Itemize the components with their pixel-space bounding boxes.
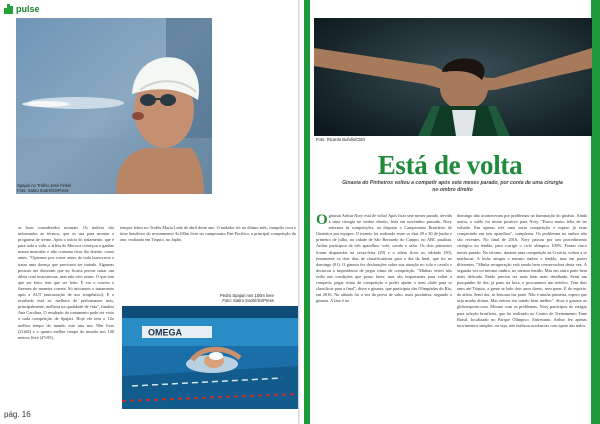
- left-column-2: [120, 225, 296, 243]
- swimmer-photo: [16, 18, 212, 194]
- photo2-credit-line: Pedro Spajari nos 100m livre: [220, 293, 274, 298]
- photo2-credit: [220, 293, 274, 303]
- right-col1-paragraph: [316, 213, 452, 304]
- photo1-credit-line: Spajari no Troféu José Finkel: [17, 183, 72, 188]
- pool-photo: [122, 306, 298, 409]
- right-col2-text: domingo não aconteceram por problemas na iluminação do ginásio. Ainda assim, o saldo foi muito positivo para Nory. "Estou muito feliz de ter voltado. Em apenas três uma outra competição e espero já estar competindo em seis aparelhos", completou. Os problemas no ombro não são recentes. No final de 2016, Nory passou por um procedimento cirúrgico no tendão, para corrigir o ciclo olímpico 100%. Foram cinco meses parado. No retorno, durante uma competição na Croácia, voltou a se machucar. A lesão atingiu o mesmo ombro e tendão, mas em partes diferentes. "Minha recuperação está sendo bem conservadora desta vez. A segunda vez no mesmo ombro, no mesmo tendão. Mas em outra parte bem mais delicada. Então precisa ser mais bem mais detalhada. Sentí um pouquinho de dor, já pano na hora, e procuramos um médico. Tem dois anos até Tóquio, a gente se lado dois anos direto, sem parar. É do esporte, do atleta. Sentí dor, se lesionar faz parte. Não é minha primeira, espero que seja minha última. Mas entrou em saindo bem melhor", disse o ginasta ao globoesporte.com. Mesmo com os problemas, Nory participou do estágio para seleção brasileira, que foi realizado no Centro de Treinamento Time Brasil, localizado no Parque Olímpico. Entretanto, Arthur fez apenas movimentos simples, ou seja, não realizou acrobacias com apoio das mãos.: [457, 213, 587, 328]
- right-col1-text: ginasta Arthur Nory está de volta! Após ficar sete meses parado, devido a uma cirurgia no ombro direito, feita em novembro passado, Nory retornou às competições, ao disputar o Campeonato Brasileiro de Ginástica por equipes. O torneio foi realizado entre os dias 29 e 30 de junho e primeiro de julho, na cidade de São Bernardo do Campo, no ABC paulista. Arthur participou de três aparelhos: solo, cavalo e salto. Os dois primeiros foram disputados na sexta-feira (29) e o atleta ficou no tablado (50), justamente os dois dias de classificatórias para o dia da final, que foi no domingo (01). O ginasta fez declarações sobre sua atuação no solo e cavalo e destacou a importância de pegar ritmo de competição. "Minhas séries não estão nas condições que posso fazer, mas são importantes para voltar a competir, pegar ritmo de competição e poder ajudar o meu clube para se classificar para a final", disse o ginasta, que participou das Olimpíadas do Rio, em 2016. No sábado foi a vez da prova de salto, mais produtiva, segundo o ginasta. A fase é no: [316, 213, 452, 304]
- article-title: Está de volta: [377, 150, 523, 180]
- gymnast-photo-credit: [316, 137, 365, 142]
- page-number: pág. 16: [4, 410, 31, 419]
- right-column-1: [316, 213, 452, 304]
- left-col1-text: as boas considerados normais. Os índices são informados ao técnico, que os usa para montar o programa de treino. Após o início do tratamento, que é para toda a vida, o atleta de Mococa começou a ganhar massa muscular e não costuma ficar tão doente, como antes. "Opiamos por correr antes de toda burocracia e tratar uma doença que precisava ser tratada. Algumas pessoas me disseram que eu ficaria provar tratar um átleta com testosterona, mas não veio assim. O que tem que ser feito, tem que ser feito. E era o correto e fizemos de maneira correta. Só iniciamos o tratamento após a AUT (autorização de uso terapêutico). E o resultado está aí: melhora de performance mas, principalmente, melhora na qualidade de vida", finaliza Ana Carolina. O resultado do tratamento pode ser visto a cada competição de Spajari. Hoje ele tem o 12o melhor tempo do mundo este ano nos 50m livre (21s82) e o quarto melhor tempo do mundo nos 100 metros livre (47s95),: [18, 225, 114, 340]
- pulse-logo-icon: [4, 4, 14, 14]
- gymnast-photo: [314, 18, 592, 136]
- omega-banner: OMEGA: [148, 327, 183, 338]
- brand: [4, 3, 40, 15]
- right-green-bar: [591, 0, 600, 424]
- photo2-credit-source: Foto: Satiro Sodré/SSPress: [222, 298, 274, 303]
- right-column-2: [457, 213, 587, 329]
- drop-cap: O: [316, 212, 328, 228]
- gymnast-credit-text: Foto: Ricardo Bufolin/CBG: [316, 137, 366, 142]
- article-subtitle: Ginasta do Pinheiros voltou a competir após sete meses parado, por conta de uma cirurgia no ombro direito: [342, 180, 563, 193]
- brand-name: pulse: [16, 4, 40, 14]
- left-column-1: [18, 225, 114, 341]
- right-page: [300, 0, 600, 424]
- photo1-credit-source: Foto: Satiro Sodré/SSPress: [17, 188, 69, 193]
- left-green-bar: [304, 0, 310, 424]
- left-col2-text: tempos feitos no Troféu Maria Lenk de abril deste ano. O nadador foi no último mês, campeão com o time brasileiro do revezamento 4x100m livre no campeonato Pan Pacífico, a principal competição do ano, realizada em Tóquio, no Japão.: [120, 225, 296, 243]
- photo1-credit: [17, 183, 71, 193]
